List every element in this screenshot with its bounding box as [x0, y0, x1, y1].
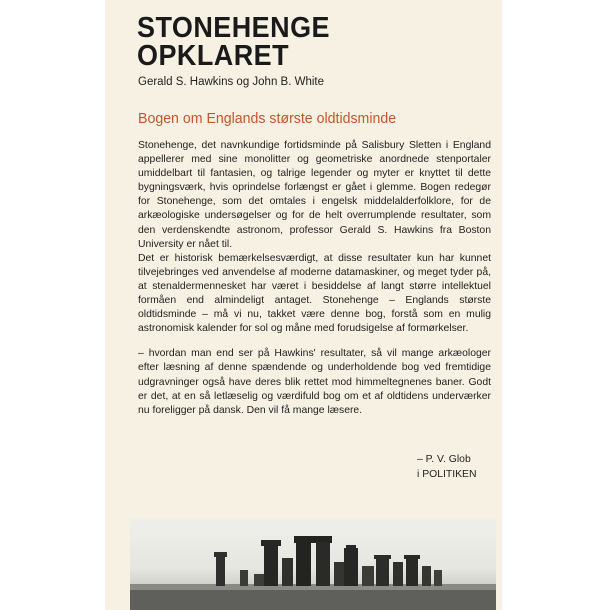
- blurb-paragraph-2: Det er historisk bemærkelsesværdigt, at disse resultater kun har kunnet tilvejebringes ved anvendelse af moderne datamaskiner, og meget tyder på, at stenaldermennesket har været i besiddelse af langt større intellektuel formåen end almindeligt antaget. Stonehenge – Englands største oldtidsminde – må vi nu, takket være denne bog, forstå som en mulig astronomisk kalender for sol og måne med forudsigelse af formørkelser.: [138, 252, 491, 335]
- stonehenge-photo: [130, 518, 496, 610]
- signature-source: i POLITIKEN: [417, 469, 477, 480]
- signature-name: – P. V. Glob: [417, 454, 471, 465]
- book-title: [137, 14, 330, 70]
- review-signature: [417, 452, 476, 482]
- blurb-paragraph-3: – hvordan man end ser på Hawkins' resultater, så vil mange arkæologer efter læsning af denne spændende og underholdende bog ved fremtidige udgravninger også have deres blik rettet mod himmeltegnenes baner. Godt er det, at en så letlæselig og værdifuld bog om et af oldtidens underværker nu foreligger på dansk. Den vil få mange læsere.: [138, 348, 491, 416]
- subtitle: Bogen om Englands største oldtidsminde: [138, 111, 397, 127]
- authors: Gerald S. Hawkins og John B. White: [138, 76, 324, 88]
- stonehenge-silhouette: [130, 518, 496, 610]
- book-back-cover: [105, 0, 502, 610]
- blurb-paragraph-1: Stonehenge, det navnkundige fortidsminde på Salisbury Sletten i England appellerer med sine monolitter og geometriske anordnede stenportaler umiddelbart til fantasien, og talrige legender og myter er knyttet til dette bygningsværk, hvis oprindelse forlængst er gået i glemme. Bogen redegør for Stonehenge, som det omtales i engelsk middelalderfolklore, for de arkæologiske undersøgelser og for de helt overrumplende resultater, som den verdenskendte astronom, professor Gerald S. Hawkins fra Boston University er nået til.: [138, 140, 491, 250]
- blurb-text: [138, 139, 491, 418]
- title-line-2: OPKLARET: [137, 40, 290, 72]
- title-line-1: STONEHENGE: [137, 12, 330, 44]
